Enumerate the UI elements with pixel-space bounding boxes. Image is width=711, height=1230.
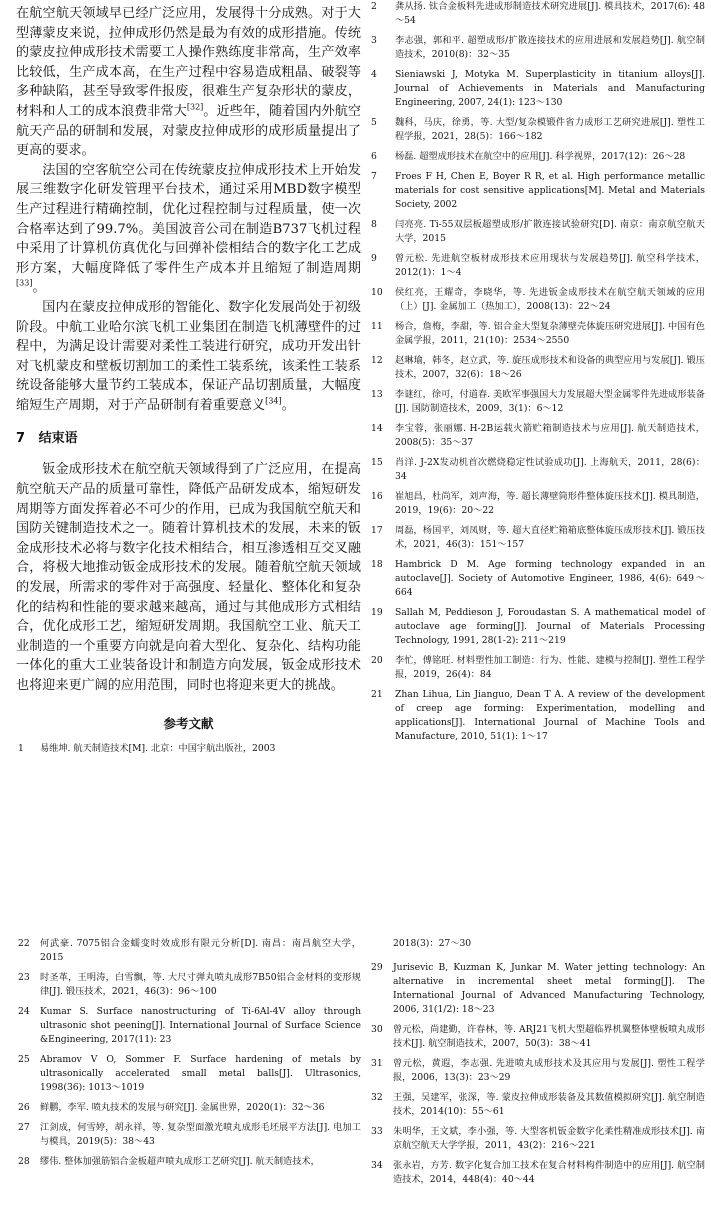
reference-number: 4: [371, 69, 377, 80]
reference-item: [369, 961, 705, 1017]
reference-number: 28: [18, 1156, 30, 1167]
reference-number: 29: [371, 962, 383, 973]
reference-text: 李谜红，徐可，付道春. 美欧军事强国大力发展超大型金属零件先进成形装备[J]. 国防制造技术，2009，3(1)：6～12: [395, 389, 705, 414]
reference-item: [369, 150, 705, 164]
reference-item: [369, 524, 705, 552]
reference-text: 杨合，詹梅，李甜，等. 铝合金大型复杂薄壁壳体旋压研究进展[J]. 中国有色金属学报，2011，21(10)：2534～2550: [395, 321, 705, 346]
reference-item: [369, 1159, 705, 1187]
reference-number: 7: [371, 171, 377, 182]
reference-text: 张永岩，方芳. 数字化复合加工技术在复合材料构件制造中的应用[J]. 航空制造技术，2014，448(4)：40～44: [393, 1160, 705, 1185]
body-paragraph-1: [16, 4, 361, 161]
reference-text: 鲜鹏，李军. 喷丸技术的发展与研究[J]. 金属世界，2020(1)：32～36: [40, 1102, 325, 1113]
reference-text: 朱明华，王文斌，李小强，等. 大型客机钣金数字化柔性精准成形技术[J]. 南京航空航天大学学报，2011，43(2)：216～221: [393, 1126, 705, 1151]
reference-text: 杨磊. 超塑成形技术在航空中的应用[J]. 科学视界，2017(12)：26～28: [395, 151, 686, 162]
reference-item: [369, 0, 705, 28]
reference-number: 11: [371, 321, 383, 332]
reference-text: 李忙，傅铭旺. 材料塑性加工制造：行为、性能、建模与控制[J]. 塑性工程学报，2019，26(4)：84: [395, 655, 705, 680]
reference-text: 周磊，杨国平，刘凤财，等. 超大直径贮箱箱底整体旋压成形技术[J]. 锻压技术，2021，46(3)：151～157: [395, 525, 705, 550]
reference-text: 曾元松. 先进航空板材成形技术应用现状与发展趋势[J]. 航空科学技术，2012(1)：1～4: [395, 253, 705, 278]
reference-text: Abramov V O, Sommer F. Surface hardening of metals by ultrasonically accelerated small metal balls[J]. Ultrasonics, 1998(36): 1013～1019: [40, 1054, 361, 1093]
reference-item: [369, 252, 705, 280]
reference-text: Sieniawski J, Motyka M. Superplasticity in titanium alloys[J]. Journal of Achievements in Materials and Manufacturing Engineering, 2007, 24(1): 123～130: [395, 69, 705, 108]
reference-item: [369, 286, 705, 314]
reference-item: [369, 1125, 705, 1153]
section-heading: [16, 427, 361, 446]
reference-text: Kumar S. Surface nanostructuring of Ti-6Al-4V alloy through ultrasonic shot peening[J]. International Journal of Surface Science &Engineering, 2017(11): 23: [40, 1006, 361, 1045]
reference-number: 20: [371, 655, 383, 666]
section-title: 结束语: [38, 431, 78, 447]
reference-list-bottom-left: [16, 937, 361, 1169]
reference-number: 30: [371, 1024, 383, 1035]
reference-list-right-top: [369, 0, 705, 744]
reference-number: 14: [371, 423, 383, 434]
reference-item: [369, 490, 705, 518]
reference-number: 6: [371, 151, 377, 162]
reference-text: 赵琳瑜，韩冬，赵立武，等. 旋压成形技术和设备的典型应用与发展[J]. 锻压技术，2007，32(6)：18～26: [395, 355, 705, 380]
reference-item: [369, 606, 705, 648]
reference-text: Zhan Lihua, Lin Jianguo, Dean T A. A review of the development of creep age forming: Experimentation, modelling and applications[J]. International Journal of Machine Tools and Manufacture, 2010, 51(1): 1～17: [395, 689, 705, 742]
reference-number: 2: [371, 1, 377, 12]
reference-number: 21: [371, 689, 383, 700]
reference-number: 26: [18, 1102, 30, 1113]
body-paragraph-2: [16, 161, 361, 298]
references-title: 参考文献: [163, 715, 214, 731]
reference-text: 2018(3)：27～30: [393, 938, 472, 949]
reference-item: [369, 654, 705, 682]
reference-text: 曾元松，尚建勤，许春林，等. ARJ21飞机大型超临界机翼整体壁板喷丸成形技术[J]. 航空制造技术，2007，50(3)：38～41: [393, 1024, 705, 1049]
reference-item: [369, 456, 705, 484]
citation[interactable]: [34]: [265, 396, 282, 406]
right-column: [369, 0, 705, 744]
reference-item: [16, 1121, 361, 1149]
reference-text: 王强，吴建军，张深，等. 蒙皮拉伸成形装备及其数值模拟研究[J]. 航空制造技术，2014(10)：55～61: [393, 1092, 705, 1117]
reference-number: 32: [371, 1092, 383, 1103]
reference-number: 17: [371, 525, 383, 536]
reference-item: [369, 170, 705, 212]
reference-number: 33: [371, 1126, 383, 1137]
citation[interactable]: [32]: [186, 102, 204, 112]
reference-item: [369, 320, 705, 348]
reference-number: 8: [371, 219, 377, 230]
reference-text: 龚从扬. 钛合金板料先进成形制造技术研究进展[J]. 模具技术，2017(6): 48～54: [395, 1, 705, 26]
reference-text: 曾元松，黄遐，李志强. 先进喷丸成形技术及其应用与发展[J]. 塑性工程学报，2006，13(3)：23～29: [393, 1058, 705, 1083]
reference-item: [369, 354, 705, 382]
left-column: [16, 4, 361, 756]
section-number: 7: [16, 431, 26, 447]
reference-text: Froes F H, Chen E, Boyer R R, et al. High performance metallic materials for cost sensitive applications[M]. Metal and Materials Society, 2002: [395, 171, 705, 210]
body-paragraph-3: [16, 298, 361, 416]
reference-number: 15: [371, 457, 383, 468]
paragraph-tail: 。: [32, 280, 46, 296]
reference-text: 易维坤. 航天制造技术[M]. 北京：中国宇航出版社，2003: [40, 742, 276, 754]
citation[interactable]: [33]: [16, 278, 33, 288]
reference-item: [369, 116, 705, 144]
reference-item: [16, 1101, 361, 1115]
reference-number: 1: [18, 742, 24, 754]
conclusion-paragraph: 钣金成形技术在航空航天领域得到了广泛应用，在提高航空航天产品的质量可靠性，降低产品研发成本，缩短研发周期等方面发挥着必不可少的作用，已成为我国航空航天和国防关键制造技术之一。随着计算机技术的发展，未来的钣金成形技术必将与数字化技术相结合，相互渗透相互交叉融合，将极大地推动钣金成形技术的发展。随着航空航天领域的发展，所需求的零件对于高强度、轻量化、整体化和复杂化的结构和性能的要求越来越高，通过与其他成形方式相结合，优化成形工艺，缩短研发周期。我国航空工业、航天工业制造的一个重要方向就是向着大型化、复杂化、结构功能一体化的重大工业装备设计和制造方向发展，钣金成形技术也将迎来更广阔的应用范围，同时也将迎来更大的挑战。: [16, 462, 361, 693]
reference-text: 江剑成，何雪婷，胡永祥，等. 复杂型面激光喷丸成形毛坯展平方法[J]. 电加工与模具，2019(5)：38～43: [40, 1122, 361, 1147]
reference-text: 侯红亮，王耀奇，李晓华，等. 先进钣金成形技术在航空航天领域的应用（上）[J]. 金属加工（热加工），2008(13)：22～24: [395, 287, 705, 312]
reference-text: 何武豪. 7075铝合金蠕变时效成形有限元分析[D]. 南昌：南昌航空大学，2015: [40, 938, 361, 963]
reference-number: 31: [371, 1058, 383, 1069]
paragraph-tail: 。: [281, 397, 295, 413]
reference-item: [369, 1023, 705, 1051]
reference-item: [16, 971, 361, 999]
reference-number: 16: [371, 491, 383, 502]
paragraph-text: 在航空航天领域早已经广泛应用，发展得十分成熟。对于大型薄蒙皮来说，拉伸成形仍然是最为有效的成形措施。传统的蒙皮拉伸成形技术需要工人操作熟练度非常高，生产效率比较低，生产成本高，在生产过程中容易造成粗晶、破裂等多种缺陷，甚至导致零件报废，很难生产复杂形状的蒙皮，材料和人工的成本浪费非常大: [16, 6, 361, 119]
paragraph-text: 国内在蒙皮拉伸成形的智能化、数字化发展尚处于初级阶段。中航工业哈尔滨飞机工业集团在制造飞机薄壁件的过程中，为满足设计需要对柔性工装进行研究，成功开发出针对飞机蒙皮和壁板切割加工的柔性工装系统，该柔性工装系统设备能够大量节约工装成本，保证产品切割质量，大幅度缩短生产周期，对于产品研制有着重要意义: [16, 299, 361, 413]
reference-number: 10: [371, 287, 383, 298]
reference-text: 李志强，郭和平. 超塑成形/扩散连接技术的应用进展和发展趋势[J]. 航空制造技术，2010(8)：32～35: [395, 35, 705, 60]
reference-item: [16, 1053, 361, 1095]
reference-item: [369, 388, 705, 416]
reference-item: [369, 1057, 705, 1085]
reference-number: 12: [371, 355, 383, 366]
reference-list-bottom-right: [369, 937, 705, 1187]
reference-item: [16, 742, 361, 756]
reference-item: [369, 422, 705, 450]
reference-text: 李宝蓉，张丽娜. H-2B运载火箭贮箱制造技术与应用[J]. 航天制造技术，2008(5)：35～37: [395, 423, 705, 448]
reference-text: 崔旭昌，杜尚军，刘声海，等. 超长薄壁筒形件整体旋压技术[J]. 模具制造，2019，19(6)：20～22: [395, 491, 705, 516]
reference-text: Sallah M, Peddieson J, Foroudastan S. A mathematical model of autoclave age forming[J]. Journal of Materials Processing Technology, 1991, 28(1-2): 211～219: [395, 607, 705, 646]
reference-number: 25: [18, 1054, 30, 1065]
reference-text: 肖洋. J-2X发动机首次燃烧稳定性试验成功[J]. 上海航天，2011，28(6)：34: [395, 457, 705, 482]
reference-item: [16, 1005, 361, 1047]
reference-number: 9: [371, 253, 377, 264]
reference-number: 19: [371, 607, 383, 618]
paragraph-text: 法国的空客航空公司在传统蒙皮拉伸成形技术上开始发展三维数字化研发管理平台技术，通过采用MBD数字模型生产过程进行精确控制，优化过程控制与过程质量，使一次合格率达到了99.7%。美国波音公司在制造B737飞机过程中采用了计算机仿真优化与回弹补偿相结合的数字化工艺成形方案，大幅度降低了零件生产成本并且缩短了制造周期: [16, 162, 361, 276]
reference-item: [369, 68, 705, 110]
reference-number: 3: [371, 35, 377, 46]
reference-item: [369, 1091, 705, 1119]
reference-continuation: [369, 937, 705, 951]
reference-text: 时圣革，王明涛，白雪飘，等. 大尺寸弹丸喷丸成形7B50铝合金材料的变形规律[J]. 锻压技术，2021，46(3)：96～100: [40, 972, 361, 997]
reference-number: 24: [18, 1006, 30, 1017]
reference-number: 27: [18, 1122, 30, 1133]
reference-item: [369, 688, 705, 744]
reference-item: [369, 218, 705, 246]
reference-number: 22: [18, 938, 30, 949]
reference-number: 34: [371, 1160, 383, 1171]
reference-number: 13: [371, 389, 383, 400]
reference-number: 23: [18, 972, 30, 983]
reference-item: [16, 1155, 361, 1169]
reference-text: 缪伟. 整体加强筋铝合金板超声喷丸成形工艺研究[J]. 航天制造技术，: [40, 1156, 320, 1167]
reference-text: 魏科，马庆，徐勇，等. 大型/复杂模锻件省力成形工艺研究进展[J]. 塑性工程学报，2021，28(5)：166～182: [395, 117, 705, 142]
reference-text: Jurisevic B, Kuzman K, Junkar M. Water jetting technology: An alternative in incremental sheet metal forming[J]. The International Journal of Advanced Manufacturing Technology, 2006, 31(1/2): 18～23: [393, 962, 705, 1015]
paragraph-tail: 。近些年，随着国内外航空航天产品的研制和发展，对蒙皮拉伸成形的成形质量提出了更高的要求。: [16, 103, 361, 159]
reference-item: [369, 34, 705, 62]
reference-list-left-top: [16, 742, 361, 756]
reference-items: [369, 961, 705, 1187]
reference-text: Hambrick D M. Age forming technology expanded in an autoclave[J]. Society of Automotive Engineer, 1986, 4(6): 649～664: [395, 559, 705, 598]
reference-number: 5: [371, 117, 377, 128]
reference-text: 闫亮亮. Ti-55双层板超塑成形/扩散连接试验研究[D]. 南京：南京航空航天大学，2015: [395, 219, 705, 244]
reference-number: 18: [371, 559, 383, 570]
reference-item: [369, 558, 705, 600]
reference-item: [16, 937, 361, 965]
